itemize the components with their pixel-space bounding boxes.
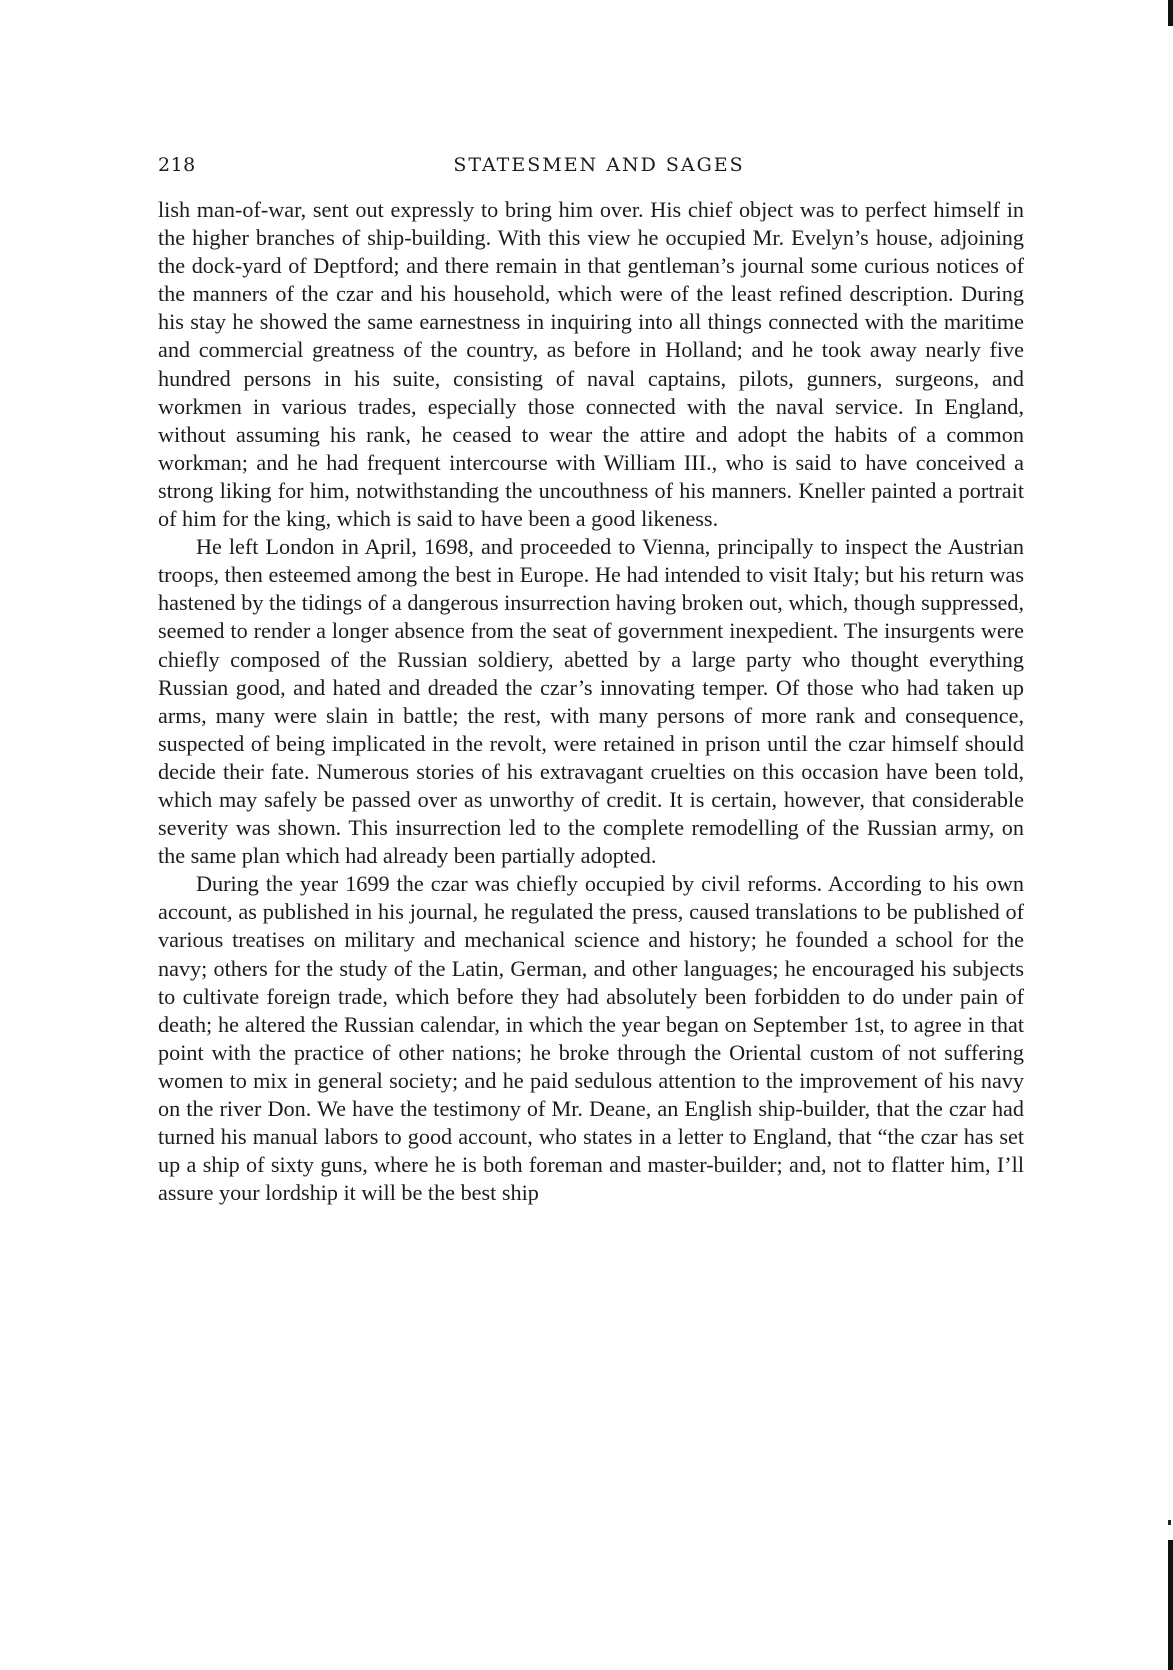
running-head xyxy=(158,154,1020,184)
page-edge-mark-bottom xyxy=(1168,1540,1173,1670)
paragraph-civil-reforms: During the year 1699 the czar was chiefly occupied by civil reforms. According to his own account, as published in his journal, he regulated the press, caused translations to be published of various treatises on military and mechanical science and history; he founded a school for the navy; others for the study of the Latin, German, and other languages; he encouraged his subjects to cultivate foreign trade, which before they had absolutely been forbidden to do under pain of death; he altered the Russian calendar, in which the year began on September 1st, to agree in that point with the practice of other nations; he broke through the Oriental custom of not suffering women to mix in general society; and he paid sedulous attention to the improvement of his navy on the river Don. We have the testimony of Mr. Deane, an English ship-builder, that the czar had turned his manual labors to good account, who states in a letter to England, that “the czar has set up a ship of sixty guns, where he is both foreman and master-builder; and, not to flatter him, I’ll assure your lordship it will be the best ship xyxy=(158,871,1024,1206)
running-title: STATESMEN AND SAGES xyxy=(453,154,745,176)
page-edge-dot xyxy=(1168,1520,1171,1525)
body-text xyxy=(158,196,1024,1207)
paragraph-continued: lish man-of-war, sent out expressly to bring him over. His chief object was to perfect himself in the higher branches of ship-building. With this view he occupied Mr. Evelyn’s house, adjoining the dock-yard of Deptford; and there remain in that gentleman’s journal some curious notices of the manners of the czar and his household, which were of the least refined description. During his stay he showed the same earnestness in inquiring into all things connected with the maritime and commercial greatness of the country, as before in Holland; and he took away nearly five hundred persons in his suite, consisting of naval captains, pilots, gunners, surgeons, and workmen in various trades, especially those connected with the naval service. In England, without assuming his rank, he ceased to wear the attire and adopt the habits of a common workman; and he had frequent intercourse with William III., who is said to have conceived a strong liking for him, notwithstanding the uncouthness of his manners. Kneller painted a portrait of him for the king, which is said to have been a good likeness. xyxy=(158,197,1024,532)
page-edge-mark-top xyxy=(1168,0,1173,26)
page-number: 218 xyxy=(158,154,196,176)
paragraph-vienna: He left London in April, 1698, and proceeded to Vienna, principally to inspect the Austrian troops, then esteemed among the best in Europe. He had intended to visit Italy; but his return was hastened by the tidings of a dangerous insurrection having broken out, which, though suppressed, seemed to render a longer absence from the seat of government inexpedient. The insurgents were chiefly composed of the Russian soldiery, abetted by a large party who thought everything Russian good, and hated and dreaded the czar’s innovating temper. Of those who had taken up arms, many were slain in battle; the rest, with many persons of more rank and consequence, suspected of being implicated in the revolt, were retained in prison until the czar himself should decide their fate. Numerous stories of his extravagant cruelties on this occasion have been told, which may safely be passed over as unworthy of credit. It is certain, however, that considerable severity was shown. This insurrection led to the complete remodelling of the Russian army, on the same plan which had already been partially adopted. xyxy=(158,534,1024,869)
